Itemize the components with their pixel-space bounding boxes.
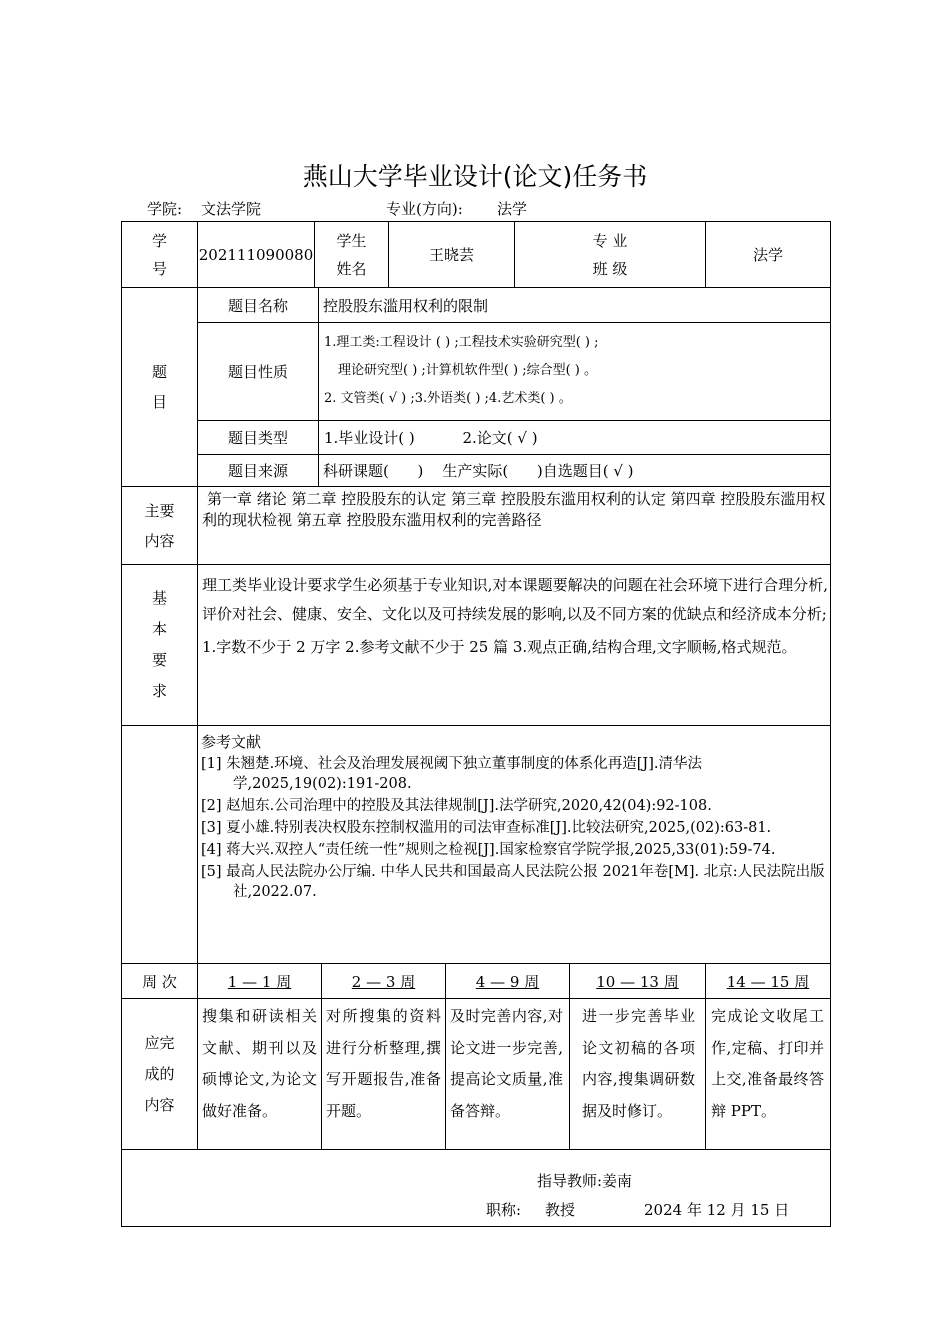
week-3: 4 — 9 周	[445, 963, 570, 999]
week-2: 2 — 3 周	[321, 963, 446, 999]
nature-line-2: 理论研究型( ) ;计算机软件型( ) ;综合型( ) 。	[338, 363, 597, 378]
references-blank-cell	[121, 725, 198, 964]
tasks-label	[121, 998, 198, 1150]
main-content-label-cell	[121, 486, 198, 565]
class-label-line1: 专 业	[592, 231, 628, 250]
topic-type-value: 1.毕业设计( ) 2.论文( √ )	[318, 420, 831, 455]
student-id-label: 学号	[151, 231, 167, 278]
task-2: 对所搜集的资料进行分析整理,撰写开题报告,准备开题。	[321, 998, 446, 1150]
topic-type-label: 题目类型	[197, 420, 319, 455]
requirements-para-1: 理工类毕业设计要求学生必须基于专业知识,对本课题要解决的问题在社会环境下进行合理分析,评价对社会、健康、安全、文化以及可持续发展的影响,以及不同方案的优缺点和经济成本分析;	[202, 576, 828, 623]
topic-section-label-cell	[121, 287, 198, 487]
reference-item: [4] 蒋大兴.双控人“责任统一性”规则之检视[J].国家检察官学院学报,2025,33(01):59-74.	[201, 842, 776, 858]
task-5: 完成论文收尾工作,定稿、打印并上交,准备最终答辩 PPT。	[705, 998, 831, 1150]
tasks-label-line1: 应完	[144, 1033, 175, 1052]
main-content-text: 第一章 绪论 第二章 控股股东的认定 第三章 控股股东滥用权利的认定 第四章 控股股东滥用权利的现状检视 第五章 控股股东滥用权利的完善路径	[197, 486, 831, 565]
student-name-label-line2: 姓名	[336, 259, 367, 278]
nature-line-3: 2. 文管类( √ ) ;3.外语类( ) ;4.艺术类( ) 。	[324, 391, 572, 406]
reference-item: [5] 最高人民法院办公厅编. 中华人民共和国最高人民法院公报 2021年卷[M]. 北京:人民法院出版社,2022.07.	[201, 864, 825, 900]
references-cell	[197, 725, 831, 964]
topic-section-label: 题目	[151, 363, 167, 411]
topic-name-value: 控股股东滥用权利的限制	[318, 287, 831, 323]
reference-item: [2] 赵旭东.公司治理中的控股及其法律规制[J].法学研究,2020,42(04):92-108.	[201, 798, 712, 814]
requirements-label: 基本要求	[151, 589, 167, 700]
topic-source-value: 科研课题( ) 生产实际( )自选题目( √ )	[318, 454, 831, 487]
reference-item: [3] 夏小雄.特别表决权股东控制权滥用的司法审查标准[J].比较法研究,2025,(02):63-81.	[201, 820, 772, 836]
college-label: 学院:	[147, 200, 183, 218]
class-value: 法学	[705, 221, 831, 288]
task-3: 及时完善内容,对论文进一步完善,提高论文质量,准备答辩。	[445, 998, 570, 1150]
tasks-label-line3: 内容	[144, 1095, 175, 1114]
major-label: 专业(方向):	[386, 200, 463, 218]
requirements-label-cell	[121, 564, 198, 726]
week-1: 1 — 1 周	[197, 963, 322, 999]
main-content-label: 主要内容	[144, 501, 175, 550]
major-value: 法学	[497, 200, 528, 218]
class-label	[514, 221, 706, 288]
class-label-line2: 班 级	[592, 259, 628, 278]
requirements-para-2: 1.字数不少于 2 万字 2.参考文献不少于 25 篇 3.观点正确,结构合理,文字顺畅,格式规范。	[202, 638, 797, 656]
task-1: 搜集和研读相关文献、期刊以及硕博论文,为论文做好准备。	[197, 998, 322, 1150]
nature-line-1: 1.理工类:工程设计 ( ) ;工程技术实验研究型( ) ;	[324, 335, 599, 350]
requirements-text	[197, 564, 831, 726]
topic-source-label: 题目来源	[197, 454, 319, 487]
college-value: 文法学院	[201, 200, 262, 218]
reference-item: [1] 朱翘楚.环境、社会及治理发展视阈下独立董事制度的体系化再造[J].清华法学,2025,19(02):191-208.	[201, 756, 702, 792]
signature-date: 2024 年 12 月 15 日	[644, 1201, 790, 1219]
advisor-title-value: 教授	[545, 1201, 576, 1219]
topic-nature-label: 题目性质	[197, 322, 319, 421]
student-id-value: 202111090080	[197, 221, 315, 288]
advisor-name: 指导教师:姜南	[537, 1172, 633, 1190]
tasks-label-line2: 成的	[144, 1064, 175, 1083]
references-heading: 参考文献	[201, 733, 262, 751]
advisor-title-label: 职称:	[486, 1201, 522, 1219]
student-id-label-cell	[121, 221, 198, 288]
page-title: 燕山大学毕业设计(论文)任务书	[302, 162, 648, 191]
topic-name-label: 题目名称	[197, 287, 319, 323]
student-name-label-line1: 学生	[336, 231, 367, 250]
topic-nature-value	[318, 322, 831, 421]
student-name-label	[314, 221, 389, 288]
student-name-value: 王晓芸	[388, 221, 515, 288]
week-label: 周 次	[121, 963, 198, 999]
week-4: 10 — 13 周	[569, 963, 706, 999]
task-4: 进一步完善毕业论文初稿的各项内容,搜集调研数据及时修订。	[569, 998, 706, 1150]
week-5: 14 — 15 周	[705, 963, 831, 999]
